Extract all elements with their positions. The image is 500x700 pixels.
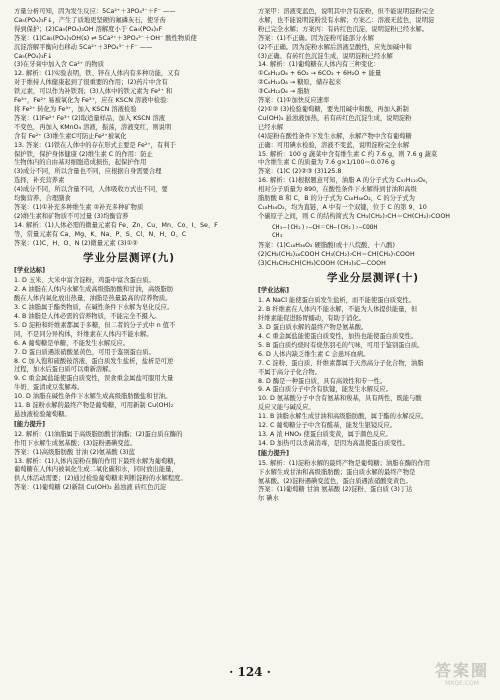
text-line: 4. B 油脂是人体必需的营养物质，不能完全不摄入。 xyxy=(14,313,161,320)
text-line: 水解，也不能说明淀粉没有水解；方案乙：溶液无蓝色，说明淀 xyxy=(258,16,435,24)
text-line: 2. B 纤维素在人体内不能水解，不能为人体提供能量，但 xyxy=(258,306,418,314)
text-line: 供人体活动需要；(2)通过检验葡萄糖来判断淀粉的水解程度。 xyxy=(14,475,187,483)
text-line: 14. 解析：(1)人体必需的微量元素有 Fe、Zn、Cu、Mn、Co、I、Se、F xyxy=(14,221,218,229)
text-line: 1. D 玉米、大米中富含淀粉，鸡蛋中富含蛋白质。 xyxy=(14,277,155,285)
page-number: · 124 · xyxy=(229,665,271,679)
text-line: Cu(OH)₂ 悬浊液加热，若有砖红色沉淀生成，说明淀粉 xyxy=(258,114,412,122)
text-line: 均衡营养，合理膳食 xyxy=(14,195,71,203)
text-line: 答案：(1)葡萄糖 甘油 氨基酸 (2)淀粉、蛋白质 (3)丁达 xyxy=(258,486,413,494)
label-improve-10: [能力提升] xyxy=(258,449,289,457)
text-line: 得到保护；(2)Ca₅(PO₄)₃OH 溶解度小于 Ca₅(PO₄)₃F xyxy=(14,25,163,33)
text-line: 12. C 葡萄糖分子中含有醛基，能发生银镜反应。 xyxy=(258,422,397,430)
text-line: 过程，加水后蛋白质可以重新溶解。 xyxy=(14,366,115,374)
text-line: 12. 解析：(1)实验表明，铁、锌在人体内有多种功能，又有 xyxy=(14,70,180,78)
text-line: 13. 答案：(1)铁在人体中的存在形式主要是 Fe²⁺，有利于 xyxy=(14,141,176,149)
text-line: (3)在牙膏中加入含 Ca²⁺ 的物质 xyxy=(14,61,104,69)
text-line: 10. D 氨基酸分子中含有氨基和羧基，具有两性，既能与酸 xyxy=(258,395,422,403)
text-line: CH₃—(CH₂)₇—CH＝CH—(CH₂)₇—COOH xyxy=(272,223,378,231)
text-line: 1. A NaCl 能使蛋白质发生盐析，而不能使蛋白质变性。 xyxy=(258,297,415,305)
text-line: (3)成分不同，所以含量也不同，应根据自身需要合理 xyxy=(14,168,162,176)
label-basic-9: [学业达标] xyxy=(14,267,45,275)
text-line: Fe³⁺，Fe²⁺ 易被氧化为 Fe³⁺，应在 KSCN 溶液中检验： xyxy=(14,97,173,105)
text-line: 13. 解析：(1)人体内淀粉在酶的作用下最终水解为葡萄糖， xyxy=(14,457,180,465)
text-line: (2)①② (3)检验葡萄糖，要先用碱中和酸，再加入新制 xyxy=(258,105,409,113)
text-line: 答案：(1)C、H、O、N (2)微量元素 (3)①② xyxy=(14,239,138,247)
right-basic-block xyxy=(258,297,488,448)
text-line: 14. D 加热可以杀菌消毒，是因为高温使蛋白质变性。 xyxy=(258,439,410,447)
text-line: 答案：(1)C₁₈H₃₆O₂ 硬脂酸(或十八烷酸、十八酸) xyxy=(258,241,395,249)
text-line: 中含维生素 C 的质量为 7.6 g×1/100＝0.076 g xyxy=(258,159,395,167)
text-line: 答案：(1)高级脂肪酸 甘油 (2)氨基酸 (3)蓝 xyxy=(14,448,135,456)
text-line: 对于维持人体健康起到了很重要的作用；(2)药片中含有 xyxy=(14,79,168,87)
text-line: Ca₅(PO₄)₃F↓ xyxy=(14,52,53,60)
text-line: 铁元素，可以作为补铁剂；(3)人体中的铁元素为 Fe²⁺ 和 xyxy=(14,88,173,96)
text-line: 尔 碘水 xyxy=(258,495,279,503)
text-line: 不变色，再加入 KMnO₄ 溶液，振荡，溶液变红，则说明 xyxy=(14,123,172,131)
text-line: 10. D 油脂在碱性条件下水解生成高级脂肪酸盐和甘油。 xyxy=(14,393,172,401)
text-line: 7. C 淀粉、蛋白质、纤维素都属于天然高分子化合物，油脂 xyxy=(258,359,424,367)
text-line: 答案：(1)①补充多种维生素 ②补充多种矿物质 xyxy=(14,203,144,211)
text-line: 答案：(1)Fe²⁺ Fe³⁺ (2)取适量样品，加入 KSCN 溶液 xyxy=(14,114,165,122)
text-line: 脂肪酸 B 和 C，B 的分子式为 C₁₈H₃₆O₂，C 的分子式为 xyxy=(258,195,415,203)
text-line: Ca₅(PO₄)₃F↓，产生了质地更坚硬的氟磷灰石，使牙齿 xyxy=(14,16,166,24)
text-line: 等，常量元素有 Ca、Mg、K、Na、P、S、Cl、N、H、O、C xyxy=(14,230,187,238)
text-line: 牛奶、蛋清或豆浆解毒。 xyxy=(14,384,84,392)
text-line: 方案甲：溶液变蓝色，说明其中含有淀粉，但不能说明淀粉完全 xyxy=(258,8,435,15)
text-line: 葡萄糖在人体内被氧化生成二氧化碳和水，同时放出能量， xyxy=(14,466,178,474)
text-line: 已经水解 xyxy=(258,123,284,131)
text-line: 9. A 蛋白质分子中含有肽键，能发生水解反应。 xyxy=(258,386,392,394)
text-line: 粉已完全水解；方案丙：有砖红色沉淀，说明淀粉已经水解。 xyxy=(258,25,429,33)
left-column xyxy=(14,8,244,666)
text-line: 生物体内的自由基对细胞造成损伤，起保护作用 xyxy=(14,159,147,167)
watermark-sub: MXQE.COM xyxy=(445,680,479,687)
text-line: 反应又能与碱反应。 xyxy=(258,404,315,412)
text-line: (2)维生素和矿物质不可过量 (3)均衡营养 xyxy=(14,212,129,220)
left-basic-block xyxy=(14,277,244,420)
right-mid-block xyxy=(258,242,488,269)
text-line: 答案：(1)C (2)②③ (3)125.8 xyxy=(258,168,342,176)
section-title-10: 学业分层测评(十) xyxy=(326,272,420,285)
text-line: 5. B 蛋白质灼烧时有烧焦羽毛的气味，可用于鉴别蛋白质。 xyxy=(258,341,424,349)
text-line: 9. C 重金属盐能使蛋白质变性，误食重金属盐可服用大量 xyxy=(14,375,174,383)
text-line: 2. A 油脂在人体内水解生成高级脂肪酸和甘油，高级脂肪 xyxy=(14,286,174,294)
text-line: 氨基酸。(2)淀粉遇碘变蓝色，蛋白质遇浓硝酸变黄色。 xyxy=(258,477,412,485)
text-line: 将 Fe²⁺ 转化为 Fe³⁺，加入 KSCN 溶液检验 xyxy=(14,105,137,113)
text-line: ①C₆H₁₂O₆ + 6O₂ → 6CO₂ + 6H₂O + 能量 xyxy=(258,70,382,78)
structural-formula xyxy=(272,224,488,240)
text-line: ②C₆H₁₂O₆ → 糖原，储存起来 xyxy=(258,79,342,87)
text-line: 答案：(1)葡萄糖 (2)新制 Cu(OH)₂ 悬浊液 砖红色沉淀 xyxy=(14,484,167,492)
text-line: 同，不是同分异构体，纤维素在人体内不能水解。 xyxy=(14,330,153,338)
label-basic-10: [学业达标] xyxy=(258,287,289,295)
text-line: ③C₆H₁₂O₆ → 脂肪 xyxy=(258,88,310,96)
text-line: 4. C 重金属盐能使蛋白质变性，加热也能使蛋白质变性。 xyxy=(258,333,418,340)
text-line: 下水解生成甘油和高级脂肪酸；蛋白质水解的最终产物是 xyxy=(258,468,416,476)
text-line: 13. A 浓 HNO₃ 使蛋白质变黄，属于颜色反应。 xyxy=(258,430,392,438)
text-line: 12. 解析：(1)油脂属于高级脂肪酸甘油酯；(2)蛋白质在酶的 xyxy=(14,430,183,438)
text-line: 3. D 蛋白质水解的最终产物是氨基酸。 xyxy=(258,324,368,332)
label-improve-9: [能力提升] xyxy=(14,420,45,428)
text-line: 6. D 人体内缺乏维生素 C 会患坏血病。 xyxy=(258,350,370,358)
text-line: 7. D 蛋白质遇浓硝酸显黄色，可用于鉴别蛋白质。 xyxy=(14,348,155,356)
text-line: 答案：(1)不正确。因为淀粉可能部分水解 xyxy=(258,34,374,42)
right-top-block xyxy=(258,8,488,222)
text-line: 保护铁，保护身体健康 (2)维生素 C 的作用：防止 xyxy=(14,150,153,158)
text-line: CH₃ xyxy=(272,231,284,239)
text-line: 相对分子质量为 890，在酸性条件下水解得到甘油和高级 xyxy=(258,186,417,194)
text-line: 酸在人体内氧化放出热量，油脂是热量最高的营养物质。 xyxy=(14,295,172,303)
text-line: 3. C 油脂属于酯类物质，在碱性条件下水解为皂化反应。 xyxy=(14,304,174,312)
text-line: (3)正确。有砖红色沉淀生成，说明淀粉已经水解 xyxy=(258,52,393,60)
text-line: 不属于高分子化合物。 xyxy=(258,368,321,376)
text-line: 个碳原子之间，则 C 的结构简式为 CH₃(CH₂)₇CH＝CH(CH₂)₇COOH xyxy=(258,212,451,220)
text-line: 纤维素能促进肠胃蠕动，有助于消化。 xyxy=(258,315,366,323)
watermark-main: 答案圈 xyxy=(434,661,489,680)
text-line: 11. B 淀粉水解的最终产物是葡萄糖，可用新制 Cu(OH)₂ xyxy=(14,402,174,410)
text-line: 15. 解析：(1)淀粉水解的最终产物是葡萄糖；油脂在酶的作用 xyxy=(258,459,431,467)
text-line: C₁₈H₃₄O₂，均为直链，A 中有一个双键，位于 C 的第 9、10 xyxy=(258,203,427,211)
text-line: (2)CH₃(CH₂)₁₆COOH CH₃(CH₂)₇CH＝CH(CH₂)₇COOH xyxy=(258,250,415,258)
text-line: 14. 解析：(1)葡萄糖在人体内有三种变化： xyxy=(258,61,380,69)
text-line: 作用下水解生成氨基酸；(3)淀粉遇碘变蓝。 xyxy=(14,439,137,447)
text-line: (2)不正确。因为淀粉水解后溶液呈酸性，应先加碱中和 xyxy=(258,43,412,51)
right-improve-block xyxy=(258,460,488,505)
text-line: 6. A 葡萄糖是单糖，不能发生水解反应。 xyxy=(14,339,130,347)
left-improve-block xyxy=(14,431,244,493)
text-line: 5. D 淀粉和纤维素都属于多糖，但二者的分子式中 n 值不 xyxy=(14,321,176,329)
text-line: 15. 解析：100 g 蔬菜中含有维生素 C 约 7.6 g，则 7.6 g 蔬菜 xyxy=(258,150,438,158)
text-line: 正确：可用碘水检验，溶液不变蓝，说明淀粉完全水解 xyxy=(258,141,410,149)
text-line: 11. B 油脂水解生成甘油和高级脂肪酸，属于酯的水解反应。 xyxy=(258,413,428,421)
text-line: 16. 解析：(1)根据题意可知，油脂 A 的分子式为 C₅₇H₁₁₀O₆， xyxy=(258,177,432,185)
text-line: (3)CH₃CH₂CH(CH₃)COOH (CH₃)₃C—COOH xyxy=(258,259,386,267)
text-line: 答案：(1)Ca₅(PO₄)₃OH(s) ⇌ 5Ca²⁺＋3PO₄³⁻＋OH⁻ 酸性物质使 xyxy=(14,34,197,42)
text-line: (4)成分不同，所以含量不同，人体吸收方式也不同，要 xyxy=(14,186,168,194)
left-top-block xyxy=(14,8,244,248)
right-column xyxy=(258,8,488,666)
text-line: 答案：(1)①加快反应速率 xyxy=(258,97,330,105)
watermark-logo xyxy=(432,662,492,696)
section-title-9: 学业分层测评(九) xyxy=(82,252,176,265)
text-line: 8. C 加入饱和硫酸铵溶液，蛋白质发生盐析，盐析是可逆 xyxy=(14,357,174,365)
text-line: 8. D 酶是一种蛋白质，具有高效性和专一性。 xyxy=(258,377,387,385)
text-line: 方量分析可知，因为发生反应：5Ca²⁺＋3PO₄³⁻＋F⁻ —— xyxy=(14,8,176,15)
text-line: 悬浊液检验葡萄糖。 xyxy=(14,410,71,418)
text-line: 含有 Fe²⁺ (3)维生素C可防止Fe²⁺被氧化 xyxy=(14,132,127,140)
text-line: 选择，补充营养素 xyxy=(14,177,65,185)
text-line: (4)淀粉在酸性条件下发生水解，水解产物中含有葡萄糖 xyxy=(258,132,412,140)
text-line: 沉淀溶解平衡向右移动 5Ca²⁺＋3PO₄³⁻＋F⁻ —— xyxy=(14,43,153,51)
